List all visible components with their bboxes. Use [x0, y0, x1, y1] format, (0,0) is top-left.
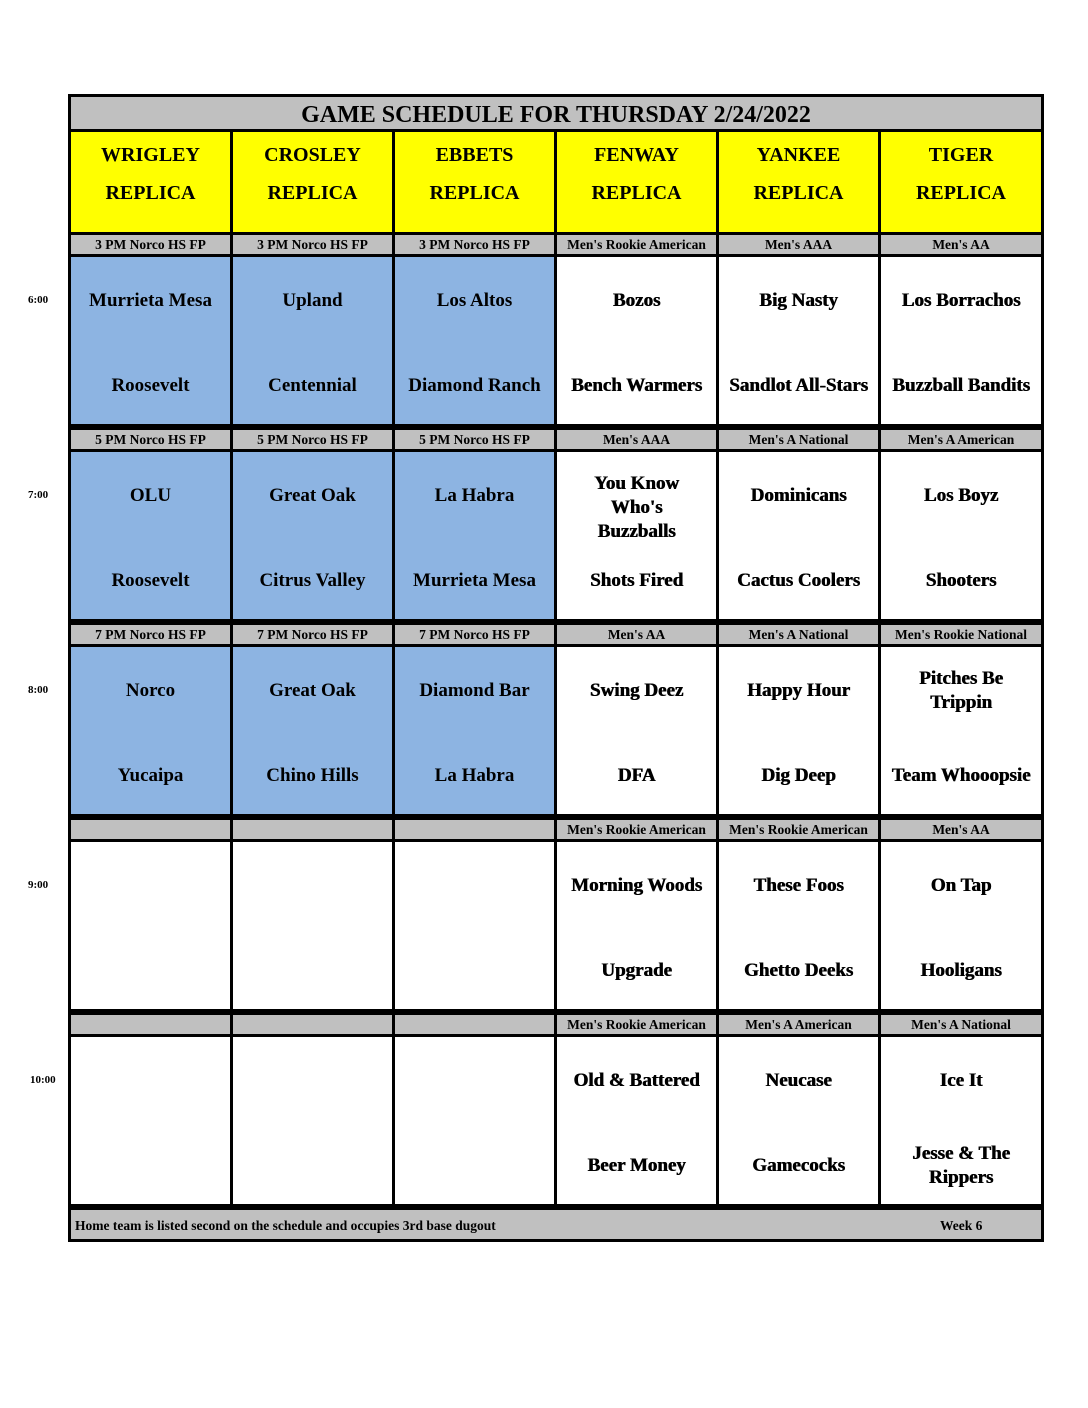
game-cell	[71, 842, 233, 1012]
game-cell	[719, 452, 881, 622]
venue-name: FENWAY	[594, 144, 679, 166]
division-label: 3 PM Norco HS FP	[71, 232, 233, 257]
division-label: Men's AA	[881, 817, 1041, 842]
away-team: Diamond Bar	[419, 680, 530, 701]
away-team: Happy Hour	[747, 680, 850, 701]
home-team: Diamond Ranch	[408, 375, 541, 396]
game-cell	[881, 1037, 1041, 1207]
game-cell	[395, 1037, 557, 1207]
venue-type: REPLICA	[591, 182, 682, 204]
division-label: 3 PM Norco HS FP	[395, 232, 557, 257]
home-team: Cactus Coolers	[737, 570, 860, 591]
home-team: Hooligans	[920, 960, 1002, 981]
away-team: You Know Who's Buzzballs	[594, 473, 679, 542]
footer-note: Home team is listed second on the schedule and occupies 3rd base dugout	[75, 1218, 496, 1233]
away-team: Los Borrachos	[901, 290, 1021, 311]
away-team: These Foos	[753, 875, 844, 896]
home-team: Upgrade	[601, 960, 672, 981]
time-label: 9:00	[28, 879, 49, 891]
venue-header	[395, 132, 557, 232]
venue-type: REPLICA	[915, 182, 1006, 204]
game-cell	[71, 452, 233, 622]
home-team: DFA	[617, 765, 656, 786]
division-label: Men's A American	[719, 1012, 881, 1037]
division-label: Men's AA	[881, 232, 1041, 257]
home-team: Gamecocks	[752, 1155, 845, 1176]
game-cell	[233, 1037, 395, 1207]
week-label: Week 6	[940, 1218, 983, 1233]
home-team: Roosevelt	[111, 375, 190, 396]
division-label: 7 PM Norco HS FP	[71, 622, 233, 647]
game-cell	[881, 452, 1041, 622]
venue-type: REPLICA	[753, 182, 844, 204]
division-label: 5 PM Norco HS FP	[395, 427, 557, 452]
game-cell	[395, 452, 557, 622]
home-team: Citrus Valley	[259, 570, 366, 591]
away-team: Norco	[125, 680, 176, 701]
away-team: OLU	[129, 485, 172, 506]
game-cell	[71, 1037, 233, 1207]
division-label: Men's A National	[719, 427, 881, 452]
away-team: Big Nasty	[759, 290, 838, 311]
home-team: Chino Hills	[266, 765, 359, 786]
home-team: Team Whooopsie	[891, 765, 1031, 786]
game-cell	[881, 257, 1041, 427]
game-cell	[719, 842, 881, 1012]
away-team: Great Oak	[269, 485, 356, 506]
home-team: Buzzball Bandits	[892, 375, 1030, 396]
schedule-title: GAME SCHEDULE FOR THURSDAY 2/24/2022	[71, 97, 1041, 132]
home-team: Bench Warmers	[570, 375, 703, 396]
venue-name: WRIGLEY	[101, 144, 200, 166]
home-team: Jesse & The Rippers	[912, 1143, 1010, 1188]
division-label: 5 PM Norco HS FP	[233, 427, 395, 452]
venue-name: YANKEE	[756, 144, 841, 166]
home-team: Murrieta Mesa	[413, 570, 536, 591]
away-team: Los Altos	[436, 290, 513, 311]
time-label: 10:00	[30, 1074, 56, 1086]
venue-name: TIGER	[928, 144, 994, 166]
division-label: Men's Rookie American	[557, 1012, 719, 1037]
venue-name: EBBETS	[435, 144, 514, 166]
game-cell	[233, 257, 395, 427]
venue-type: REPLICA	[267, 182, 358, 204]
away-team: On Tap	[930, 875, 992, 896]
away-team: Upland	[282, 290, 343, 311]
home-team: La Habra	[434, 765, 515, 786]
away-team: Murrieta Mesa	[89, 290, 212, 311]
division-label: Men's Rookie American	[557, 232, 719, 257]
away-team: Ice It	[939, 1070, 983, 1091]
division-label: 7 PM Norco HS FP	[395, 622, 557, 647]
home-team: Beer Money	[587, 1155, 686, 1176]
schedule-table	[68, 94, 1044, 1242]
game-cell	[881, 842, 1041, 1012]
game-cell	[719, 647, 881, 817]
game-cell	[71, 647, 233, 817]
game-cell	[395, 842, 557, 1012]
away-team: Morning Woods	[570, 875, 703, 896]
game-cell	[233, 647, 395, 817]
division-label: Men's A National	[881, 1012, 1041, 1037]
game-cell	[395, 257, 557, 427]
division-label: Men's AAA	[719, 232, 881, 257]
home-team: Ghetto Deeks	[743, 960, 854, 981]
game-cell	[557, 1037, 719, 1207]
time-label: 6:00	[28, 294, 49, 306]
home-team: Yucaipa	[117, 765, 184, 786]
division-label	[233, 1012, 395, 1037]
division-label: Men's A American	[881, 427, 1041, 452]
division-label: 5 PM Norco HS FP	[71, 427, 233, 452]
game-cell	[557, 647, 719, 817]
home-team: Centennial	[268, 375, 357, 396]
away-team: Old & Battered	[573, 1070, 700, 1091]
venue-header	[881, 132, 1041, 232]
venue-header	[71, 132, 233, 232]
venue-type: REPLICA	[429, 182, 520, 204]
away-team: Pitches Be Trippin	[919, 668, 1003, 713]
division-label	[71, 1012, 233, 1037]
game-cell	[557, 452, 719, 622]
division-label: 7 PM Norco HS FP	[233, 622, 395, 647]
venue-type: REPLICA	[105, 182, 196, 204]
away-team: Dominicans	[750, 485, 847, 506]
game-cell	[719, 1037, 881, 1207]
venue-header	[557, 132, 719, 232]
venue-header	[719, 132, 881, 232]
away-team: Los Boyz	[923, 485, 999, 506]
home-team: Dig Deep	[761, 765, 836, 786]
division-label: Men's Rookie American	[719, 817, 881, 842]
away-team: Great Oak	[269, 680, 356, 701]
division-label: Men's Rookie National	[881, 622, 1041, 647]
game-cell	[71, 257, 233, 427]
home-team: Shooters	[925, 570, 997, 591]
division-label: Men's A National	[719, 622, 881, 647]
away-team: La Habra	[434, 485, 515, 506]
home-team: Sandlot All-Stars	[729, 375, 868, 396]
venue-name: CROSLEY	[264, 144, 361, 166]
division-label	[395, 817, 557, 842]
division-label: Men's Rookie American	[557, 817, 719, 842]
game-cell	[557, 842, 719, 1012]
division-label: Men's AAA	[557, 427, 719, 452]
game-cell	[719, 257, 881, 427]
schedule-footer	[71, 1207, 1041, 1239]
division-label: Men's AA	[557, 622, 719, 647]
time-label: 8:00	[28, 684, 49, 696]
home-team: Roosevelt	[111, 570, 190, 591]
division-label	[233, 817, 395, 842]
away-team: Bozos	[612, 290, 661, 311]
game-cell	[881, 647, 1041, 817]
division-label	[395, 1012, 557, 1037]
away-team: Neucase	[765, 1070, 832, 1091]
away-team: Swing Deez	[589, 680, 684, 701]
division-label	[71, 817, 233, 842]
venue-header	[233, 132, 395, 232]
home-team: Shots Fired	[589, 570, 684, 591]
game-cell	[233, 452, 395, 622]
game-cell	[395, 647, 557, 817]
game-cell	[233, 842, 395, 1012]
game-cell	[557, 257, 719, 427]
division-label: 3 PM Norco HS FP	[233, 232, 395, 257]
time-label: 7:00	[28, 489, 49, 501]
